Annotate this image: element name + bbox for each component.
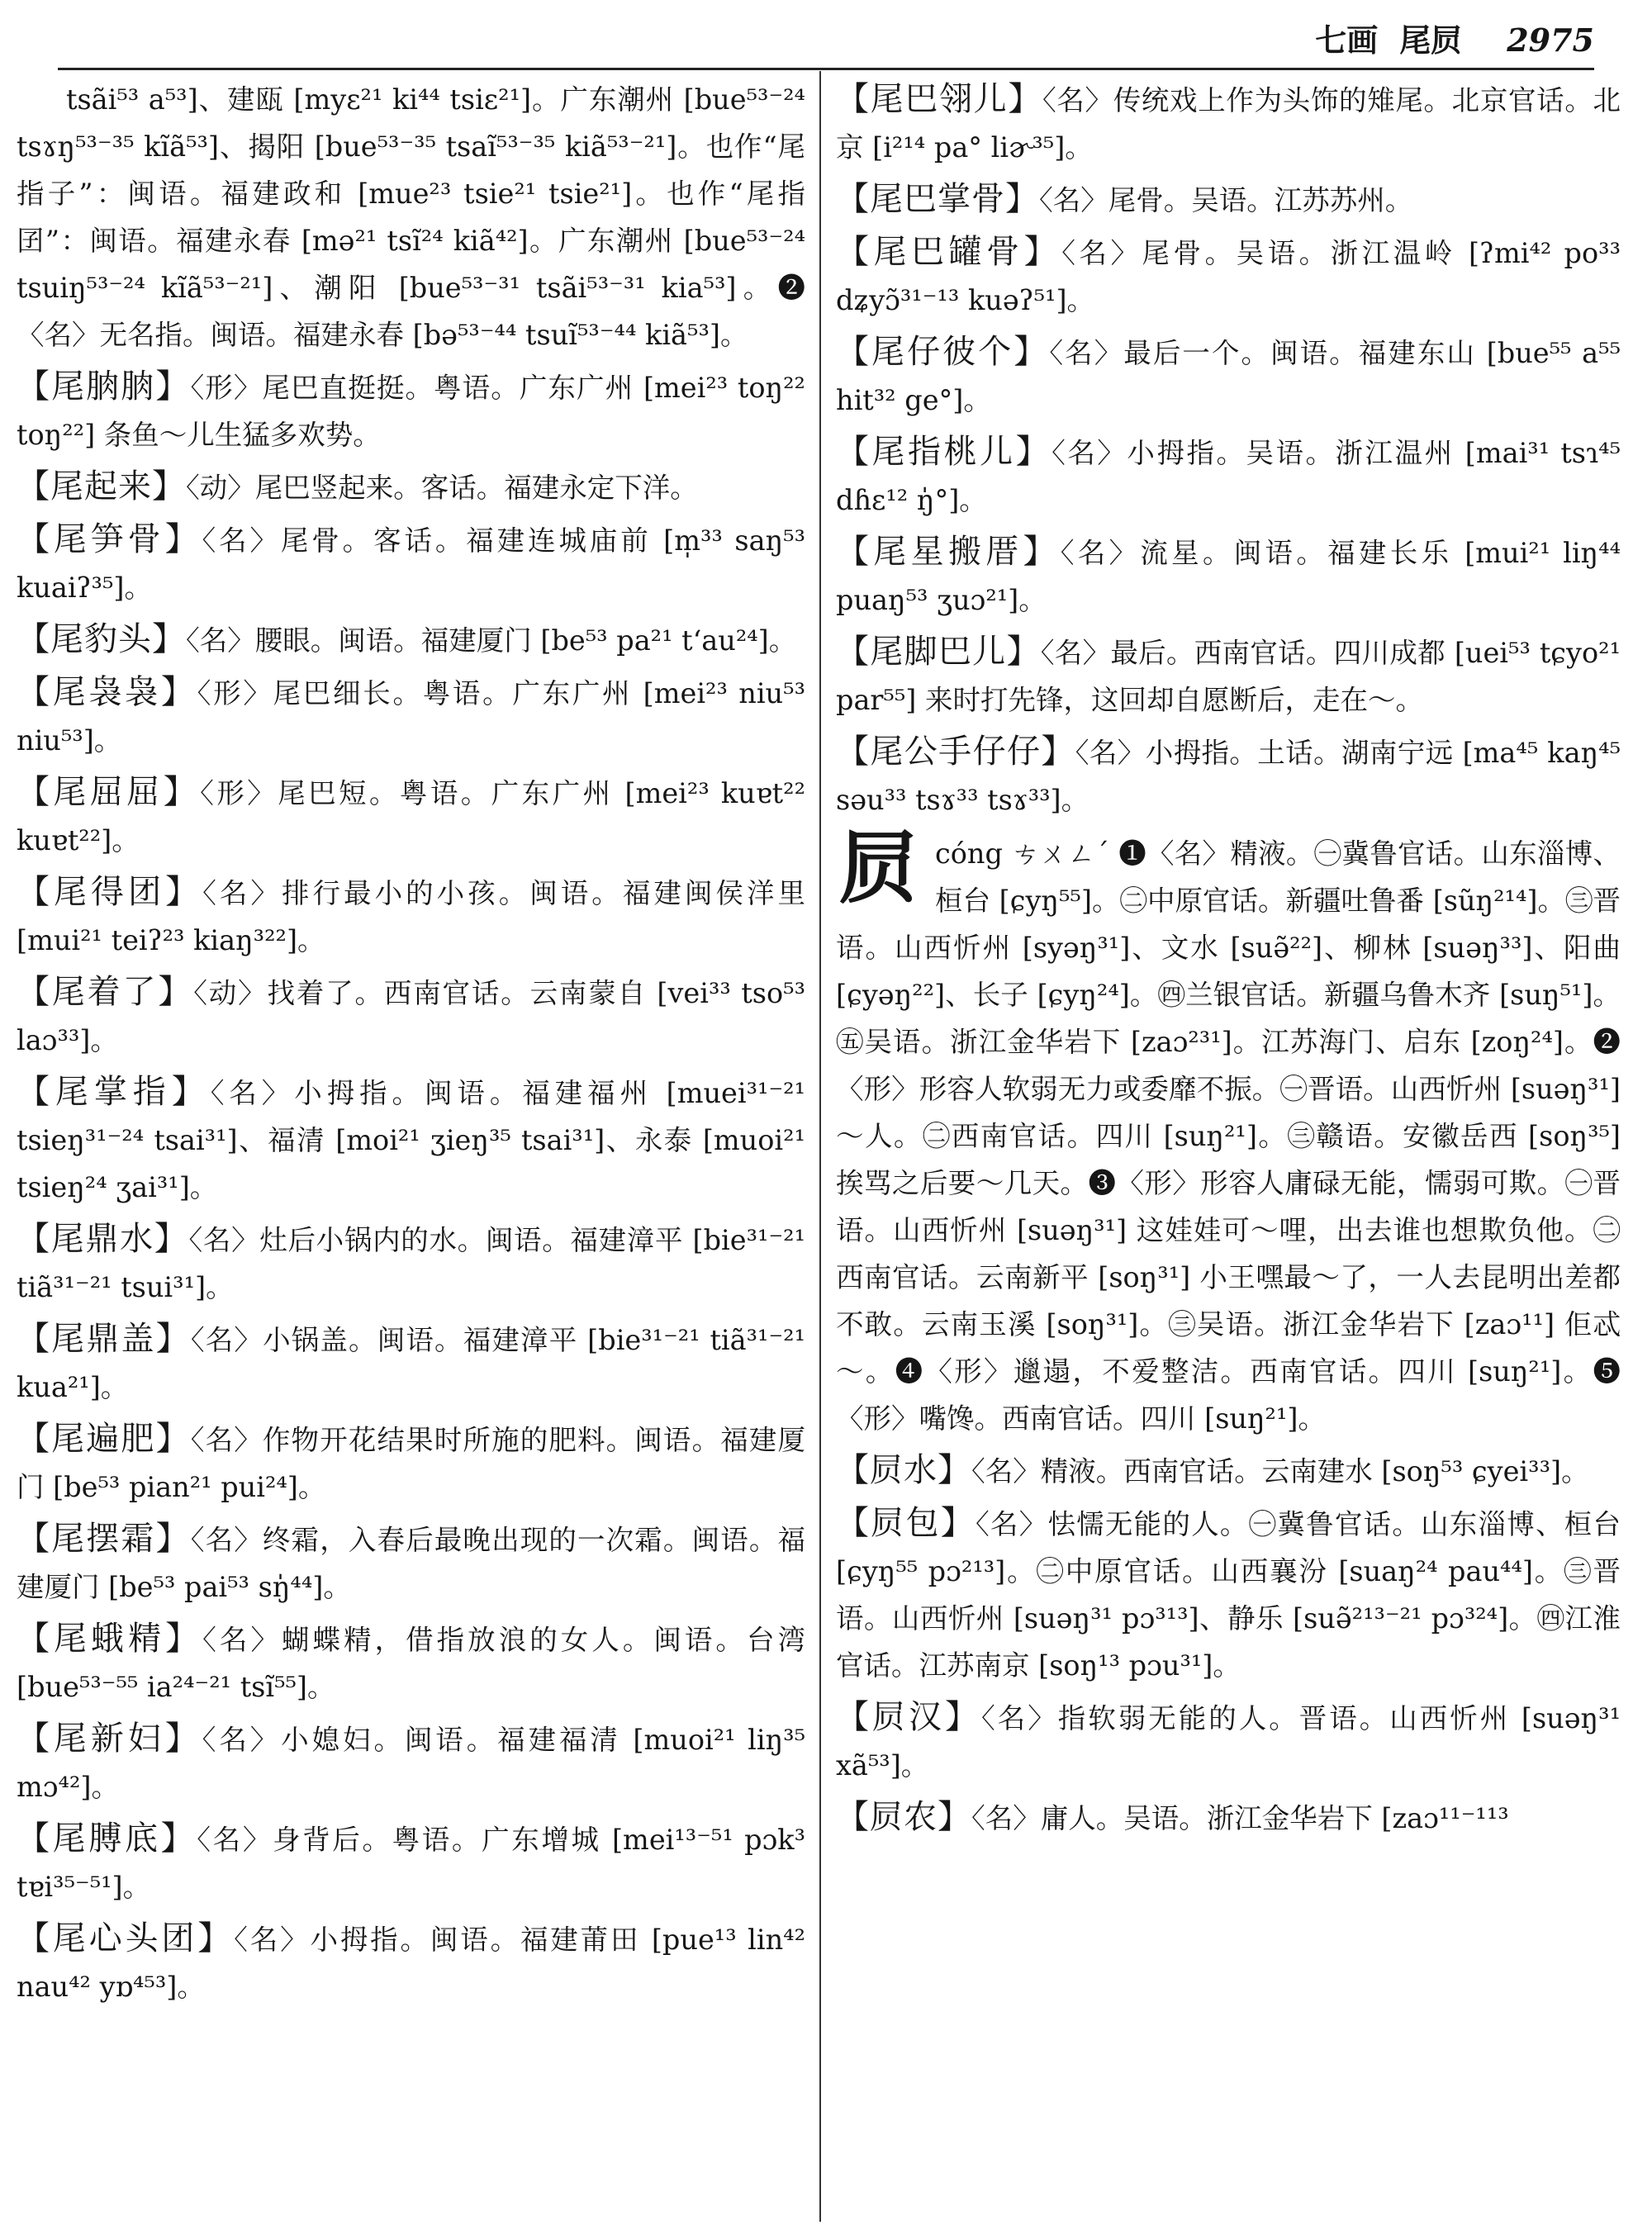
entry-definition: 〈名〉最后一个。闽语。福建东山 [bue⁵⁵ a⁵⁵ hit³² ge°]。 bbox=[836, 337, 1621, 416]
entry-definition: 〈名〉传统戏上作为头饰的雉尾。北京官话。北京 [i²¹⁴ pa° liɚ³⁵]。 bbox=[836, 84, 1621, 164]
entry-definition: 〈形〉尾巴细长。粤语。广东广州 [mei²³ niu⁵³ niu⁵³]。 bbox=[17, 677, 805, 757]
entry-definition: 〈名〉作物开花结果时所施的肥料。闽语。福建厦门 [be⁵³ pian²¹ pui²⁴]。 bbox=[17, 1424, 805, 1503]
entry-headword: 【尾豹头】 bbox=[17, 620, 186, 658]
entry-headword: 【尾星搬厝】 bbox=[836, 533, 1061, 571]
entry-definition: 〈名〉尾骨。吴语。浙江温岭 [ʔmi⁴² po³³ dʑyɔ̃³¹⁻¹³ kuəʔ⁵¹]。 bbox=[836, 237, 1621, 316]
entry-headword: 【尾袅袅】 bbox=[17, 673, 197, 711]
entry-definition: 〈名〉身背后。粤语。广东增城 [mei¹³⁻⁵¹ pɔk³ tɐi³⁵⁻⁵¹]。 bbox=[17, 1824, 805, 1903]
entry-definition: 〈名〉小拇指。土话。湖南宁远 [ma⁴⁵ kaŋ⁴⁵ səu³³ tsɤ³³ tsɤ³³]。 bbox=[836, 737, 1621, 816]
entry-headword: 【屃水】 bbox=[836, 1451, 971, 1489]
dictionary-entry bbox=[17, 1715, 805, 1810]
entry-definition: 〈名〉小拇指。闽语。福建福州 [muei³¹⁻²¹ tsieŋ³¹⁻²⁴ tsai³¹]、福清 [moi²¹ ʒieŋ³⁵ tsai³¹]、永泰 [muoi²¹ tsieŋ²⁴ ʒai³¹]。 bbox=[17, 1077, 805, 1203]
entry-definition: 〈名〉蝴蝶精，借指放浪的女人。闽语。台湾 [bue⁵³⁻⁵⁵ ia²⁴⁻²¹ tsĩ⁵⁵]。 bbox=[17, 1624, 805, 1703]
entry-headword: 【尾膊底】 bbox=[17, 1820, 197, 1858]
page-number: 2975 bbox=[1507, 21, 1594, 59]
dictionary-entry bbox=[17, 516, 805, 611]
entry-definition: 〈名〉流星。闽语。福建长乐 [mui²¹ liŋ⁴⁴ puaŋ⁵³ ʒuɔ²¹]。 bbox=[836, 537, 1621, 616]
entry-headword: 【尾笋骨】 bbox=[17, 520, 202, 558]
dictionary-entry bbox=[17, 1316, 805, 1411]
entry-definition: 〈名〉排行最小的小孩。闽语。福建闽侯洋里 [mui²¹ teiʔ²³ kiaŋ³²²]。 bbox=[17, 877, 805, 956]
character-definition: cóng ㄘㄨㄥˊ ❶〈名〉精液。㊀冀鲁官话。山东淄博、桓台 [ɕyŋ⁵⁵]。㊁中原官话。新疆吐鲁番 [sũŋ²¹⁴]。㊂晋语。山西忻州 [syəŋ³¹]、文水 [suə̃²²]、柳林 [suəŋ³³]、阳曲 [ɕyəŋ²²]、长子 [ɕyŋ²⁴]。㊃兰银官话。新疆乌鲁木齐 [suŋ⁵¹]。㊄吴语。浙江金华岩下 [zaɔ²³¹]。江苏海门、启东 [zoŋ²⁴]。❷〈形〉形容人软弱无力或委靡不振。㊀晋语。山西忻州 [suəŋ³¹] ～人。㊁西南官话。四川 [suŋ²¹]。㊂赣语。安徽岳西 [soŋ³⁵] 挨骂之后要～几天。❸〈形〉形容人庸碌无能，懦弱可欺。㊀晋语。山西忻州 [suəŋ³¹] 这娃娃可～哩，出去谁也想欺负他。㊁西南官话。云南新平 [soŋ³¹] 小王嘿最～了，一人去昆明出差都不敢。云南玉溪 [soŋ³¹]。㊂吴语。浙江金华岩下 [zaɔ¹¹] 佢忒～。❹〈形〉邋遢，不爱整洁。西南官话。四川 [suŋ²¹]。❺〈形〉嘴馋。西南官话。四川 [suŋ²¹]。 bbox=[836, 837, 1621, 1435]
running-headwords: 尾屃 bbox=[1399, 22, 1463, 59]
entry-definition: 〈形〉尾巴短。粤语。广东广州 [mei²³ kuɐt²² kuɐt²²]。 bbox=[17, 777, 805, 856]
entry-definition: 〈名〉最后。西南官话。四川成都 [uei⁵³ tɕyo²¹ par⁵⁵] 来时打先锋，这回却自愿断后，走在～。 bbox=[836, 637, 1621, 716]
entry-headword: 【尾巴掌骨】 bbox=[836, 180, 1039, 218]
entry-definition: 〈形〉尾巴直挺挺。粤语。广东广州 [mei²³ toŋ²² toŋ²²] 条鱼～儿生猛多欢势。 bbox=[17, 372, 805, 451]
entry-headword: 【尾新妇】 bbox=[17, 1720, 202, 1758]
entry-definition: 〈名〉小拇指。闽语。福建莆田 [pue¹³ lin⁴² nau⁴² yɒ⁴⁵³]。 bbox=[17, 1924, 805, 2003]
dictionary-entry bbox=[836, 176, 1621, 224]
character-headword: 屃 bbox=[839, 821, 919, 914]
header-rule bbox=[58, 68, 1594, 70]
entry-headword: 【尾摆霜】 bbox=[17, 1520, 191, 1558]
entry-headword: 【尾起来】 bbox=[17, 467, 186, 505]
entry-headword: 【尾掌指】 bbox=[17, 1073, 211, 1111]
dictionary-entry bbox=[836, 1500, 1621, 1689]
entry-headword: 【尾巴翎儿】 bbox=[836, 80, 1042, 118]
entry-definition: 〈名〉终霜，入春后最晚出现的一次霜。闽语。福建厦门 [be⁵³ pai⁵³ sŋ̍⁴⁴]。 bbox=[17, 1524, 805, 1603]
entry-headword: 【屃包】 bbox=[836, 1504, 976, 1542]
dictionary-entry bbox=[17, 463, 805, 511]
entry-headword: 【尾仔彼个】 bbox=[836, 333, 1050, 371]
dictionary-entry bbox=[17, 1915, 805, 2010]
entry-definition: 〈名〉尾骨。客话。福建连城庙前 [m̩³³ saŋ⁵³ kuaiʔ³⁵]。 bbox=[17, 524, 805, 604]
entry-definition: 〈名〉小拇指。吴语。浙江温州 [mai³¹ tsɿ⁴⁵ dɦɛ¹² ŋ̍°]。 bbox=[836, 437, 1621, 516]
entry-definition: 〈名〉庸人。吴语。浙江金华岩下 [zaɔ¹¹⁻¹¹³ bbox=[971, 1802, 1509, 1834]
dictionary-entry bbox=[836, 329, 1621, 424]
dictionary-entry bbox=[17, 969, 805, 1064]
entry-headword: 【尾巴罐骨】 bbox=[836, 233, 1062, 271]
entry-headword: 【尾指桃儿】 bbox=[836, 433, 1052, 471]
dictionary-entry bbox=[836, 1447, 1621, 1495]
dictionary-entry bbox=[17, 363, 805, 458]
entry-headword: 【尾公手仔仔】 bbox=[836, 733, 1075, 771]
entry-definition: 〈动〉尾巴竖起来。客话。福建永定下洋。 bbox=[186, 472, 698, 504]
dictionary-entry bbox=[836, 629, 1621, 724]
dictionary-entry bbox=[836, 1694, 1621, 1789]
dictionary-entry bbox=[836, 1794, 1621, 1842]
entry-headword: 【尾脚巴儿】 bbox=[836, 633, 1041, 671]
dictionary-entry bbox=[17, 869, 805, 964]
dictionary-entry bbox=[17, 616, 805, 664]
entry-definition: 〈动〉找着了。西南官话。云南蒙自 [vei³³ tso⁵³ laɔ³³]。 bbox=[17, 977, 805, 1056]
entry-definition: 〈名〉灶后小锅内的水。闽语。福建漳平 [bie³¹⁻²¹ tiã³¹⁻²¹ tsui³¹]。 bbox=[17, 1224, 805, 1303]
character-entry bbox=[836, 821, 1621, 1442]
dictionary-entry bbox=[836, 728, 1621, 823]
right-column bbox=[836, 76, 1621, 2220]
dictionary-entry bbox=[836, 229, 1621, 324]
dictionary-entry bbox=[836, 429, 1621, 524]
entry-definition: 〈名〉小媳妇。闽语。福建福清 [muoi²¹ liŋ³⁵ mɔ⁴²]。 bbox=[17, 1724, 805, 1803]
dictionary-entry bbox=[17, 769, 805, 864]
entry-headword: 【尾屈屈】 bbox=[17, 773, 201, 811]
dictionary-entry bbox=[17, 1216, 805, 1311]
dictionary-entry bbox=[17, 1616, 805, 1710]
entry-definition: 〈名〉怯懦无能的人。㊀冀鲁官话。山东淄博、桓台 [ɕyŋ⁵⁵ pɔ²¹³]。㊁中原官话。山西襄汾 [suaŋ²⁴ pau⁴⁴]。㊂晋语。山西忻州 [suəŋ³¹ pɔ³¹³]、静乐 [suə̃²¹³⁻²¹ pɔ³²⁴]。㊃江淮官话。江苏南京 [soŋ¹³ pɔu³¹]。 bbox=[836, 1508, 1621, 1682]
continued-entry-text: tsãi⁵³ a⁵³]、建瓯 [myɛ²¹ ki⁴⁴ tsiɛ²¹]。广东潮州 [bue⁵³⁻²⁴ tsɤŋ⁵³⁻³⁵ kĩã⁵³]、揭阳 [bue⁵³⁻³⁵ tsaĩ⁵³⁻³⁵ kiã⁵³⁻²¹]。也作“尾指子”：闽语。福建政和 [mue²³ tsie²¹ tsie²¹]。也作“尾指囝”：闽语。福建永春 [mə²¹ tsĩ²⁴ kiã⁴²]。广东潮州 [bue⁵³⁻²⁴ tsuiŋ⁵³⁻²⁴ kĩã⁵³⁻²¹]、潮阳 [bue⁵³⁻³¹ tsãi⁵³⁻³¹ kia⁵³]。❷〈名〉无名指。闽语。福建永春 [bə⁵³⁻⁴⁴ tsuĩ⁵³⁻⁴⁴ kiã⁵³]。 bbox=[17, 83, 805, 351]
entry-definition: 〈名〉小锅盖。闽语。福建漳平 [bie³¹⁻²¹ tiã³¹⁻²¹ kua²¹]。 bbox=[17, 1324, 805, 1403]
dictionary-entry bbox=[17, 1815, 805, 1910]
entry-headword: 【尾鼎水】 bbox=[17, 1220, 189, 1258]
entry-headword: 【屃农】 bbox=[836, 1798, 971, 1836]
entry-headword: 【尾鼎盖】 bbox=[17, 1320, 191, 1358]
page-header bbox=[1294, 15, 1594, 60]
entry-headword: 【尾着了】 bbox=[17, 973, 194, 1011]
entry-headword: 【尾遍肥】 bbox=[17, 1420, 191, 1458]
column-divider bbox=[819, 71, 821, 2222]
entry-definition: 〈名〉精液。西南官话。云南建水 [soŋ⁵³ ɕyei³³]。 bbox=[971, 1455, 1589, 1487]
dictionary-entry bbox=[17, 1516, 805, 1611]
dictionary-entry bbox=[17, 1416, 805, 1511]
dictionary-entry bbox=[836, 529, 1621, 624]
entry-headword: 【尾得团】 bbox=[17, 873, 203, 911]
entry-definition: 〈名〉腰眼。闽语。福建厦门 [be⁵³ pa²¹ t‘au²⁴]。 bbox=[186, 624, 797, 657]
left-column bbox=[17, 76, 805, 2220]
entry-headword: 【屃汉】 bbox=[836, 1698, 981, 1736]
dictionary-entry bbox=[17, 669, 805, 764]
entry-definition: 〈名〉尾骨。吴语。江苏苏州。 bbox=[1039, 184, 1413, 216]
dictionary-entry bbox=[836, 76, 1621, 171]
entry-headword: 【尾蛾精】 bbox=[17, 1620, 203, 1658]
entry-definition: 〈名〉指软弱无能的人。晋语。山西忻州 [suəŋ³¹ xã⁵³]。 bbox=[836, 1702, 1621, 1782]
section-label: 七画 bbox=[1315, 22, 1379, 59]
entry-headword: 【尾朒朒】 bbox=[17, 368, 191, 406]
dictionary-entry bbox=[17, 1069, 805, 1211]
entry-headword: 【尾心头团】 bbox=[17, 1919, 235, 1957]
